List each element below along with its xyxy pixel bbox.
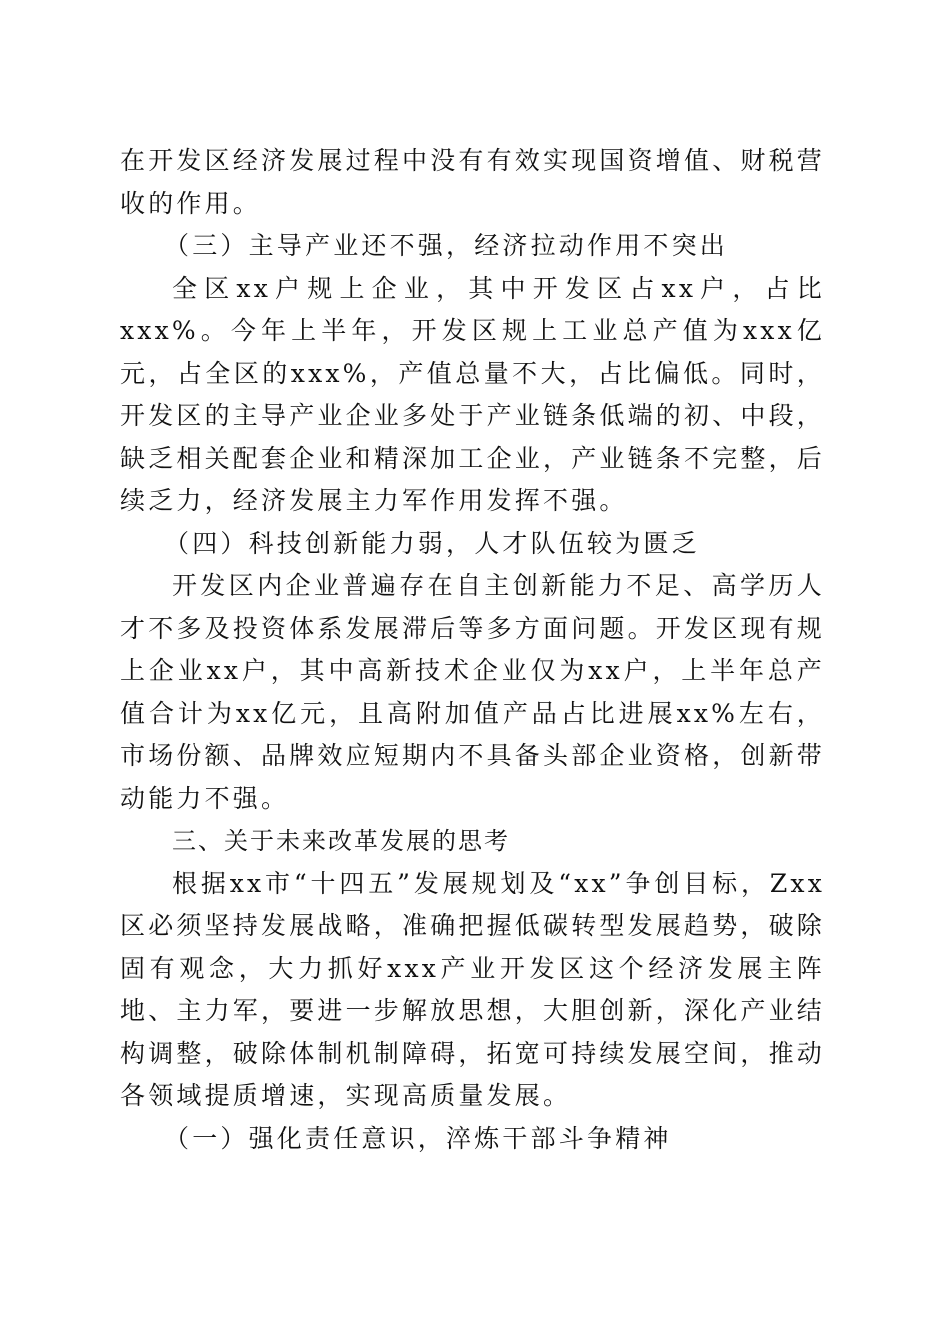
- heading-responsibility: （一）强化责任意识，淬炼干部斗争精神: [164, 1123, 672, 1153]
- paragraph-state-assets: 在开发区经济发展过程中没有有效实现国资增值、财税营收的作用。: [120, 146, 826, 218]
- paragraph-leading-industry: 全区xx户规上企业，其中开发区占xx户，占比xxx%。今年上半年，开发区规上工业总产值为xxx亿元，占全区的xxx%，产值总量不大，占比偏低。同时，开发区的主导产业企业多处于产业链条低端的初、中段，缺乏相关配套企业和精深加工企业，产业链条不完整，后续乏力，经济发展主力军作用发挥不强。: [120, 273, 826, 515]
- section-heading-future-reform: 三、关于未来改革发展的思考: [172, 827, 510, 855]
- paragraph-future-reform: 根据xx市“十四五”发展规划及“xx”争创目标，Zxx区必须坚持发展战略，准确把握低碳转型发展趋势，破除固有观念，大力抓好xxx产业开发区这个经济发展主阵地、主力军，要进一步解放思想，大胆创新，深化产业结构调整，破除体制机制障碍，拓宽可持续发展空间，推动各领域提质增速，实现高质量发展。: [120, 868, 826, 1110]
- heading-innovation: （四）科技创新能力弱，人才队伍较为匮乏: [164, 528, 700, 558]
- heading-leading-industry: （三）主导产业还不强，经济拉动作用不突出: [164, 231, 729, 260]
- paragraph-innovation: 开发区内企业普遍存在自主创新能力不足、高学历人才不多及投资体系发展滞后等多方面问题。开发区现有规上企业xx户，其中高新技术企业仅为xx户，上半年总产值合计为xx亿元，且高附加值产品占比进展xx%左右，市场份额、品牌效应短期内不具备头部企业资格，创新带动能力不强。: [120, 571, 826, 813]
- document-page: [120, 140, 825, 1160]
